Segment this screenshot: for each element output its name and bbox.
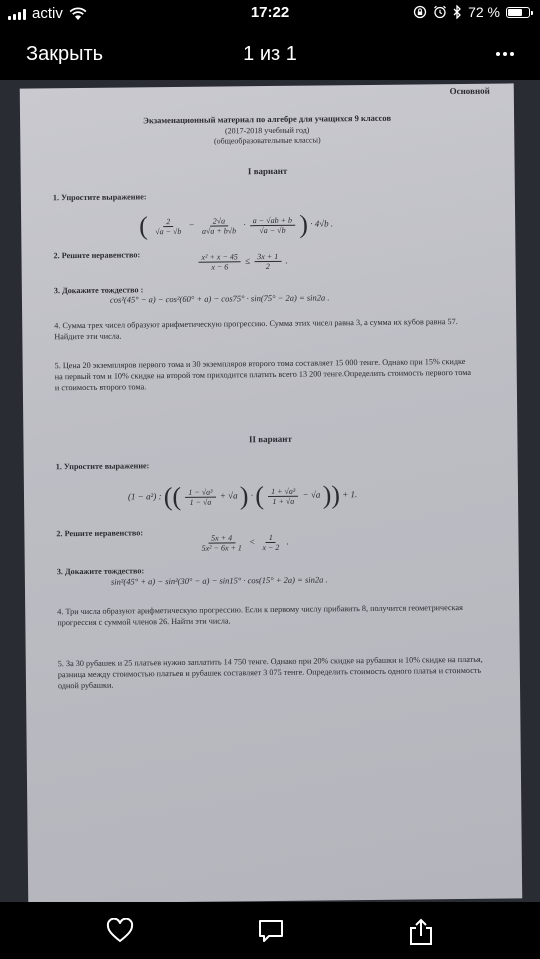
status-bar: [0, 0, 540, 28]
page-counter: 1 из 1: [243, 43, 297, 65]
carrier-name: activ: [32, 5, 63, 22]
v1-task-5: 5. Цена 20 экземпляров первого тома и 30 экземпляров второго тома составляет 15 000 тенге. Однако при 15% скидке на первый том и 10% скидке на второй том приходится платить всего 13 200 тенге.Определить стоимость первого тома и стоимость второго тома.: [54, 356, 472, 393]
nav-bar: [0, 28, 540, 80]
more-options-icon[interactable]: [496, 52, 514, 56]
v1-task-3-formula: cos²(45° − a) − cos²(60° + a) − cos75° · sin(75° − 2a) = sin2a .: [109, 292, 330, 305]
v2-task-3-formula: sin²(45° + a) − sin²(30° − a) − sin15° · cos(15° + 2a) = sin2a .: [110, 574, 328, 587]
battery-percent: 72 %: [468, 4, 500, 20]
bottom-toolbar: [0, 902, 540, 959]
variant-1-heading: I вариант: [247, 165, 288, 177]
share-icon[interactable]: [408, 918, 434, 946]
exam-paper: [20, 83, 523, 902]
v2-task-5: 5. За 30 рубашек и 25 платьев нужно заплатить 14 750 тенге. Однако при 20% скидке на рубашки и 10% скидке на платья, разница между стоимостью платьев и рубашек составляет 3 075 тенге. Определить стоимость одного платья и стоимость одной рубашки.: [57, 654, 483, 691]
orientation-lock-icon: [413, 5, 427, 19]
v1-task-1: 1. Упростите выражение:: [52, 192, 147, 203]
v2-task-2: 2. Решите неравенство:: [56, 528, 144, 539]
v2-task-1: 1. Упростите выражение:: [55, 461, 150, 472]
like-heart-icon[interactable]: [106, 918, 134, 944]
paper-corner-label: Основной: [449, 85, 490, 97]
close-button[interactable]: Закрыть: [26, 43, 104, 65]
v2-task-1-formula: (1 − a²) : (( $\frac{\text{1 − √a³}}{1 - √a}$ + √a ) · ( $\frac{\text{1 + √a³}}{1 + √a}$ − √a )) + 1.: [127, 480, 358, 512]
alarm-icon: [433, 5, 447, 19]
v2-task-3: 3. Докажите тождество:: [56, 566, 145, 577]
v1-task-2: 2. Решите неравенство:: [53, 250, 141, 261]
bluetooth-icon: [453, 5, 462, 19]
paper-school-type: (общеобразовательные классы): [213, 135, 321, 146]
v2-task-4: 4. Три числа образуют арифметическую прогрессию. Если к первому числу прибавить 8, получится геометрическая прогрессия с суммой членов 26. Найти эти числа.: [57, 602, 463, 628]
clock: 17:22: [250, 4, 290, 21]
paper-year: (2017-2018 учебный год): [224, 125, 310, 136]
v2-task-2-formula: $\frac{5x + 4}{\text{5x² − 6x + 1}}$ < $\frac{1}{x - 2}$ .: [201, 532, 289, 553]
v1-task-2-formula: $\frac{\text{x² + x − 45}}{x - 6}$ ≤ $\frac{3x + 1}{2}$ .: [196, 252, 287, 272]
v1-task-4: 4. Сумма трех чисел образуют арифметическую прогрессию. Сумма этих чисел равна 3, а сумма их кубов равна 57. Найдите эти числа.: [54, 317, 458, 342]
v1-task-3: 3. Докажите тождество :: [53, 285, 144, 296]
v1-task-1-formula: ( $\frac{2}{√a - √b}$ − $\frac{2√a}{a√a + b√b}$ · $\frac{a - √ab + b}{√a - √b}$ ) · 4√b .: [139, 209, 334, 241]
comment-icon[interactable]: [257, 918, 285, 944]
paper-title: Экзаменационный материал по алгебре для учащихся 9 классов: [143, 112, 392, 126]
battery-icon: [506, 7, 530, 18]
photo-viewer[interactable]: [0, 80, 540, 902]
variant-2-heading: II вариант: [248, 433, 292, 445]
